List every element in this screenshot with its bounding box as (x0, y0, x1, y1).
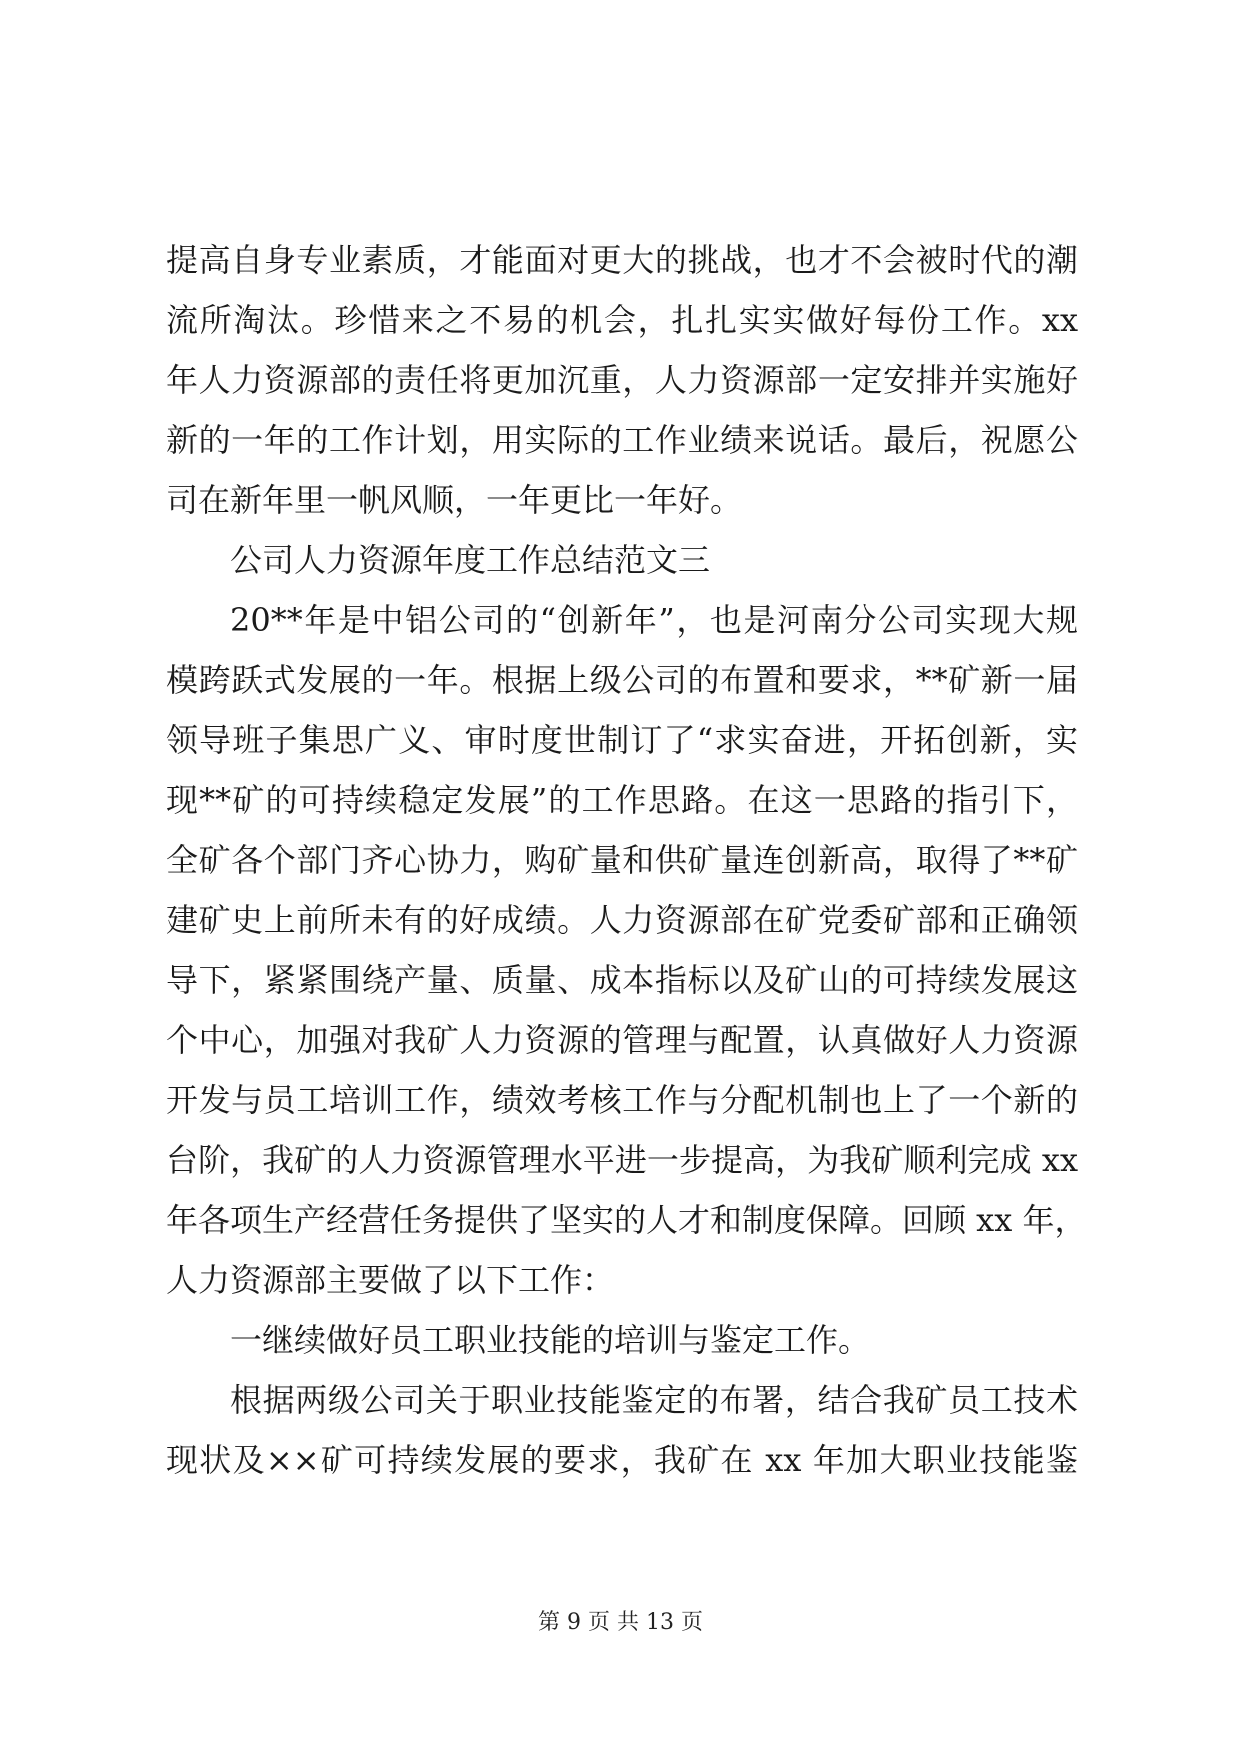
paragraph-first-line: 一继续做好员工职业技能的培训与鉴定工作。 (230, 1321, 871, 1359)
text-line: 全矿各个部门齐心协力，购矿量和供矿量连创新高，取得了**矿 (166, 841, 1078, 879)
text-line: 个中心，加强对我矿人力资源的管理与配置，认真做好人力资源 (166, 1021, 1078, 1059)
text-line: 现状及××矿可持续发展的要求，我矿在 xx 年加大职业技能鉴 (166, 1441, 1078, 1479)
text-line: 年人力资源部的责任将更加沉重，人力资源部一定安排并实施好 (166, 361, 1078, 399)
text-line: 司在新年里一帆风顺，一年更比一年好。 (166, 481, 743, 519)
text-line: 流所淘汰。珍惜来之不易的机会，扎扎实实做好每份工作。xx (166, 301, 1078, 339)
paragraph-first-line: 根据两级公司关于职业技能鉴定的布署，结合我矿员工技术 (230, 1381, 1078, 1419)
text-line: 年各项生产经营任务提供了坚实的人才和制度保障。回顾 xx 年， (166, 1201, 1087, 1239)
page-footer: 第 9 页 共 13 页 (538, 1610, 703, 1635)
text-line: 台阶，我矿的人力资源管理水平进一步提高，为我矿顺利完成 xx (166, 1141, 1078, 1179)
text-line: 导下，紧紧围绕产量、质量、成本指标以及矿山的可持续发展这 (166, 961, 1078, 999)
text-line: 现**矿的可持续稳定发展”的工作思路。在这一思路的指引下， (166, 781, 1078, 819)
text-line: 建矿史上前所未有的好成绩。人力资源部在矿党委矿部和正确领 (166, 901, 1078, 939)
paragraph-first-line: 公司人力资源年度工作总结范文三 (230, 541, 711, 579)
text-line: 领导班子集思广义、审时度世制订了“求实奋进，开拓创新，实 (166, 721, 1078, 759)
text-line: 开发与员工培训工作，绩效考核工作与分配机制也上了一个新的 (166, 1081, 1078, 1119)
paragraph-first-line: 20**年是中铝公司的“创新年”，也是河南分公司实现大规 (230, 601, 1078, 639)
text-line: 模跨跃式发展的一年。根据上级公司的布置和要求，**矿新一届 (166, 661, 1078, 699)
text-line: 新的一年的工作计划，用实际的工作业绩来说话。最后，祝愿公 (166, 421, 1078, 459)
text-line: 人力资源部主要做了以下工作： (166, 1261, 615, 1299)
text-line: 提高自身专业素质，才能面对更大的挑战，也才不会被时代的潮 (166, 241, 1078, 279)
